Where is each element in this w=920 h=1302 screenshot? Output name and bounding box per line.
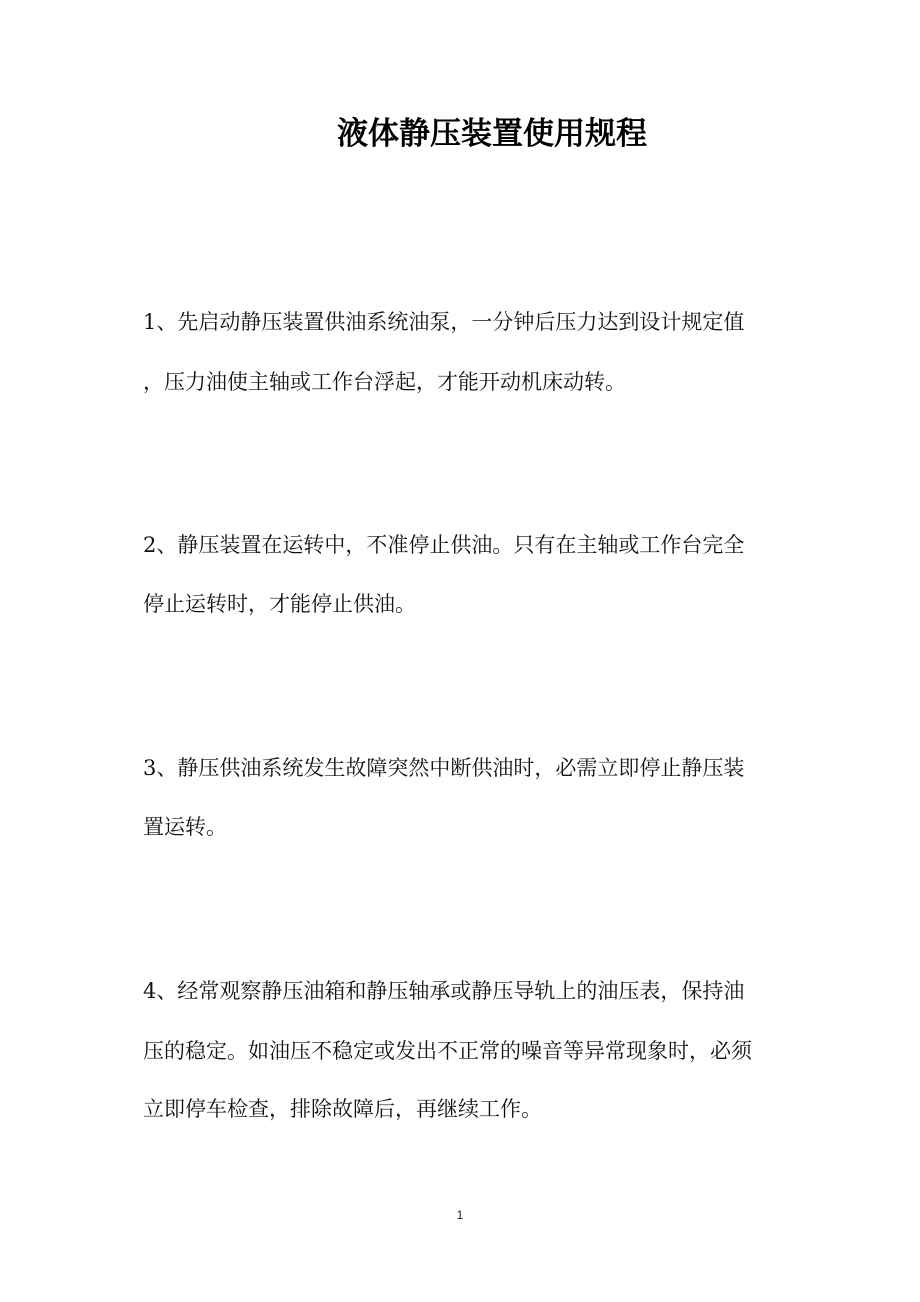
paragraph-4-line-1: 4、经常观察静压油箱和静压轴承或静压导轨上的油压表，保持油: [143, 979, 745, 1003]
paragraph-2-line-2: 停止运转时，才能停止供油。: [143, 592, 416, 616]
paragraph-4-line-2: 压的稳定。如油压不稳定或发出不正常的噪音等异常现象时，必须: [143, 1039, 752, 1063]
paragraph-3-line-2: 置运转。: [143, 815, 227, 839]
paragraph-2-line-1: 2、静压装置在运转中，不准停止供油。只有在主轴或工作台完全: [143, 533, 745, 557]
paragraph-1-line-2: ，压力油使主轴或工作台浮起，才能开动机床动转。: [143, 370, 626, 394]
document-title: 液体静压装置使用规程: [337, 116, 647, 152]
paragraph-4-line-3: 立即停车检查，排除故障后，再继续工作。: [143, 1097, 542, 1121]
page-number: 1: [456, 1208, 464, 1222]
paragraph-1-line-1: 1、先启动静压装置供油系统油泵，一分钟后压力达到设计规定值: [143, 310, 745, 334]
paragraph-3-line-1: 3、静压供油系统发生故障突然中断供油时，必需立即停止静压装: [143, 756, 745, 780]
